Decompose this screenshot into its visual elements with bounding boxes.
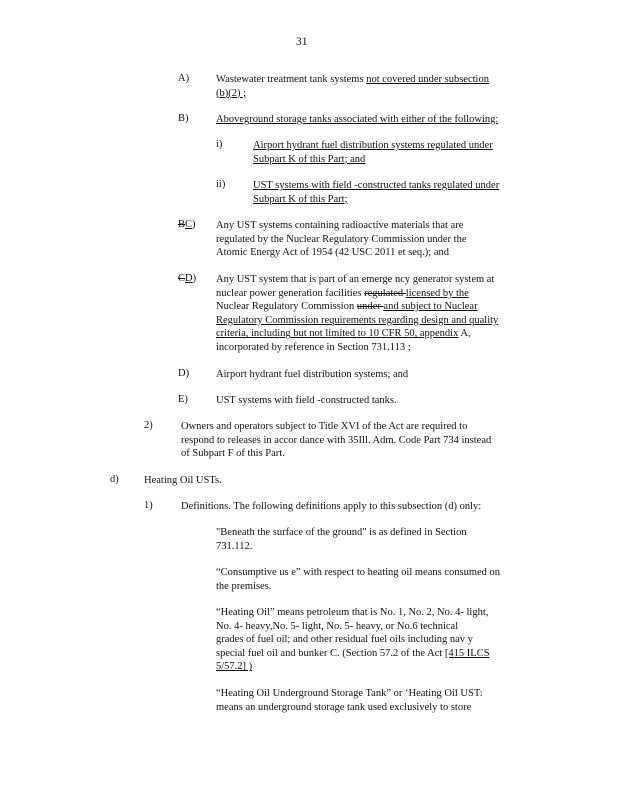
- definition-heating-oil-ust: [216, 687, 546, 714]
- item-d1-line5-plain: A,: [458, 328, 471, 340]
- page-number: 31: [296, 36, 308, 48]
- definition-heating-oil-line4-underlined: [415 ILCS: [444, 647, 490, 659]
- item-label-d1-struck: C: [178, 273, 186, 284]
- item-bi-line2: Subpart K of this Part; and: [253, 153, 366, 165]
- item-a-line1-underlined: not covered under subsection: [366, 74, 489, 85]
- item-bii-line2: Subpart K of this Part;: [253, 193, 348, 205]
- item-1-line1: Definitions. The following definitions apply to this subsection (d) only:: [181, 501, 482, 512]
- definition-beneath-line2: 731.112.: [216, 540, 253, 552]
- item-label-c: [178, 219, 196, 230]
- definition-heating-oil: [216, 606, 546, 674]
- item-label-d2: D): [178, 368, 190, 379]
- definition-consumptive: [216, 566, 546, 593]
- definition-heating-oil-line3: grades of fuel oil; and other residual fuel oils including nav y: [216, 634, 473, 646]
- definition-heating-oil-line5-underlined: 5/57.2] ): [216, 661, 253, 673]
- item-bii-line1: UST systems with field -constructed tanks regulated under: [253, 180, 500, 191]
- item-d1-line2-plain: nuclear power generation facilities: [216, 287, 365, 299]
- item-d1-line1: Any UST system that is part of an emerge ncy generator system at: [216, 274, 495, 285]
- item-a-text: [216, 73, 546, 100]
- item-2-line1: Owners and operators subject to Title XVI of the Act are required to: [181, 421, 468, 432]
- definition-heating-oil-line1: “Heating Oil” means petroleum that is No. 1, No. 2, No. 4- light,: [216, 607, 489, 618]
- item-e-line1: UST systems with field -constructed tanks.: [216, 395, 397, 406]
- item-d1-line2-underlined: licensed by the: [405, 287, 469, 299]
- item-d-section-title: [144, 474, 444, 488]
- item-label-c-underlined: C: [185, 219, 193, 230]
- definition-heating-oil-line4-plain: special fuel oil and bunker C. (Section 57.2 of the Act: [216, 647, 445, 659]
- item-label-d1: [178, 273, 196, 284]
- item-d1-line2-struck: regulated: [364, 287, 406, 299]
- item-1-text: [181, 500, 551, 514]
- item-bi-line1: Airport hydrant fuel distribution systems regulated under: [253, 140, 493, 151]
- item-e-text: [216, 394, 546, 408]
- item-c-line1: Any UST systems containing radioactive materials that are: [216, 220, 464, 231]
- item-label-d-section: d): [110, 474, 119, 485]
- definition-heating-oil-ust-line2: means an underground storage tank used exclusively to store: [216, 701, 472, 713]
- item-b-line1-underlined: Aboveground storage tanks associated with either of the following:: [216, 114, 499, 125]
- item-label-e: E): [178, 394, 188, 405]
- item-a-line1-plain: Wastewater treatment tank systems: [216, 74, 367, 85]
- item-label-c-suffix: ): [192, 219, 196, 230]
- item-d-section-line1: Heating Oil USTs.: [144, 475, 222, 486]
- item-label-bi: i): [216, 139, 223, 150]
- item-c-line2: regulated by the Nuclear Regulatory Commission under the: [216, 233, 467, 245]
- item-d1-line3-plain: Nuclear Regulatory Commission: [216, 301, 357, 313]
- item-d1-line3-underlined: and subject to Nuclear: [383, 301, 478, 313]
- definition-beneath: [216, 526, 546, 553]
- item-c-line3: Atomic Energy Act of 1954 (42 USC 2011 et seq.); and: [216, 247, 450, 259]
- item-d1-line3-struck: under: [356, 301, 384, 313]
- item-label-d1-suffix: ): [192, 273, 197, 284]
- definition-heating-oil-ust-line1: “Heating Oil Underground Storage Tank” or ‘Heating Oil UST:: [216, 688, 483, 699]
- item-d1-line5-underlined: criteria, including but not limited to 10 CFR 50, appendix: [216, 328, 459, 340]
- definition-heating-oil-line2: No. 4- heavy,No. 5- light, No. 5- heavy, or No.6 technical: [216, 620, 459, 632]
- item-c-text: [216, 219, 546, 260]
- item-d1-line4-underlined: Regulatory Commission requirements regarding design and quality: [216, 314, 499, 326]
- definition-consumptive-line2: the premises.: [216, 580, 272, 592]
- item-b-text: [216, 113, 546, 127]
- item-label-bii: ii): [216, 179, 226, 190]
- item-d1-text: [216, 273, 546, 355]
- item-bii-text: [253, 179, 543, 206]
- item-label-d1-underlined: D: [185, 273, 193, 284]
- item-label-b: B): [178, 113, 189, 124]
- item-a-line2-underlined: (b)(2) ;: [216, 87, 247, 99]
- item-label-2: 2): [144, 420, 153, 431]
- definition-consumptive-line1: “Consumptive us e” with respect to heating oil means consumed on: [216, 567, 501, 578]
- item-label-1: 1): [144, 500, 153, 511]
- item-2-line2: respond to releases in accor dance with 35Ill. Adm. Code Part 734 instead: [181, 434, 492, 446]
- item-label-a: A): [178, 73, 190, 84]
- item-2-text: [181, 420, 551, 461]
- item-label-c-struck: B: [178, 219, 186, 230]
- item-d2-line1: Airport hydrant fuel distribution systems; and: [216, 369, 409, 380]
- item-2-line3: of Subpart F of this Part.: [181, 448, 285, 460]
- item-bi-text: [253, 139, 543, 166]
- definition-beneath-line1: "Beneath the surface of the ground" is as defined in Section: [216, 527, 467, 538]
- item-d2-text: [216, 368, 546, 382]
- item-d1-line6: incorporated by reference in Section 731.113 ;: [216, 341, 411, 353]
